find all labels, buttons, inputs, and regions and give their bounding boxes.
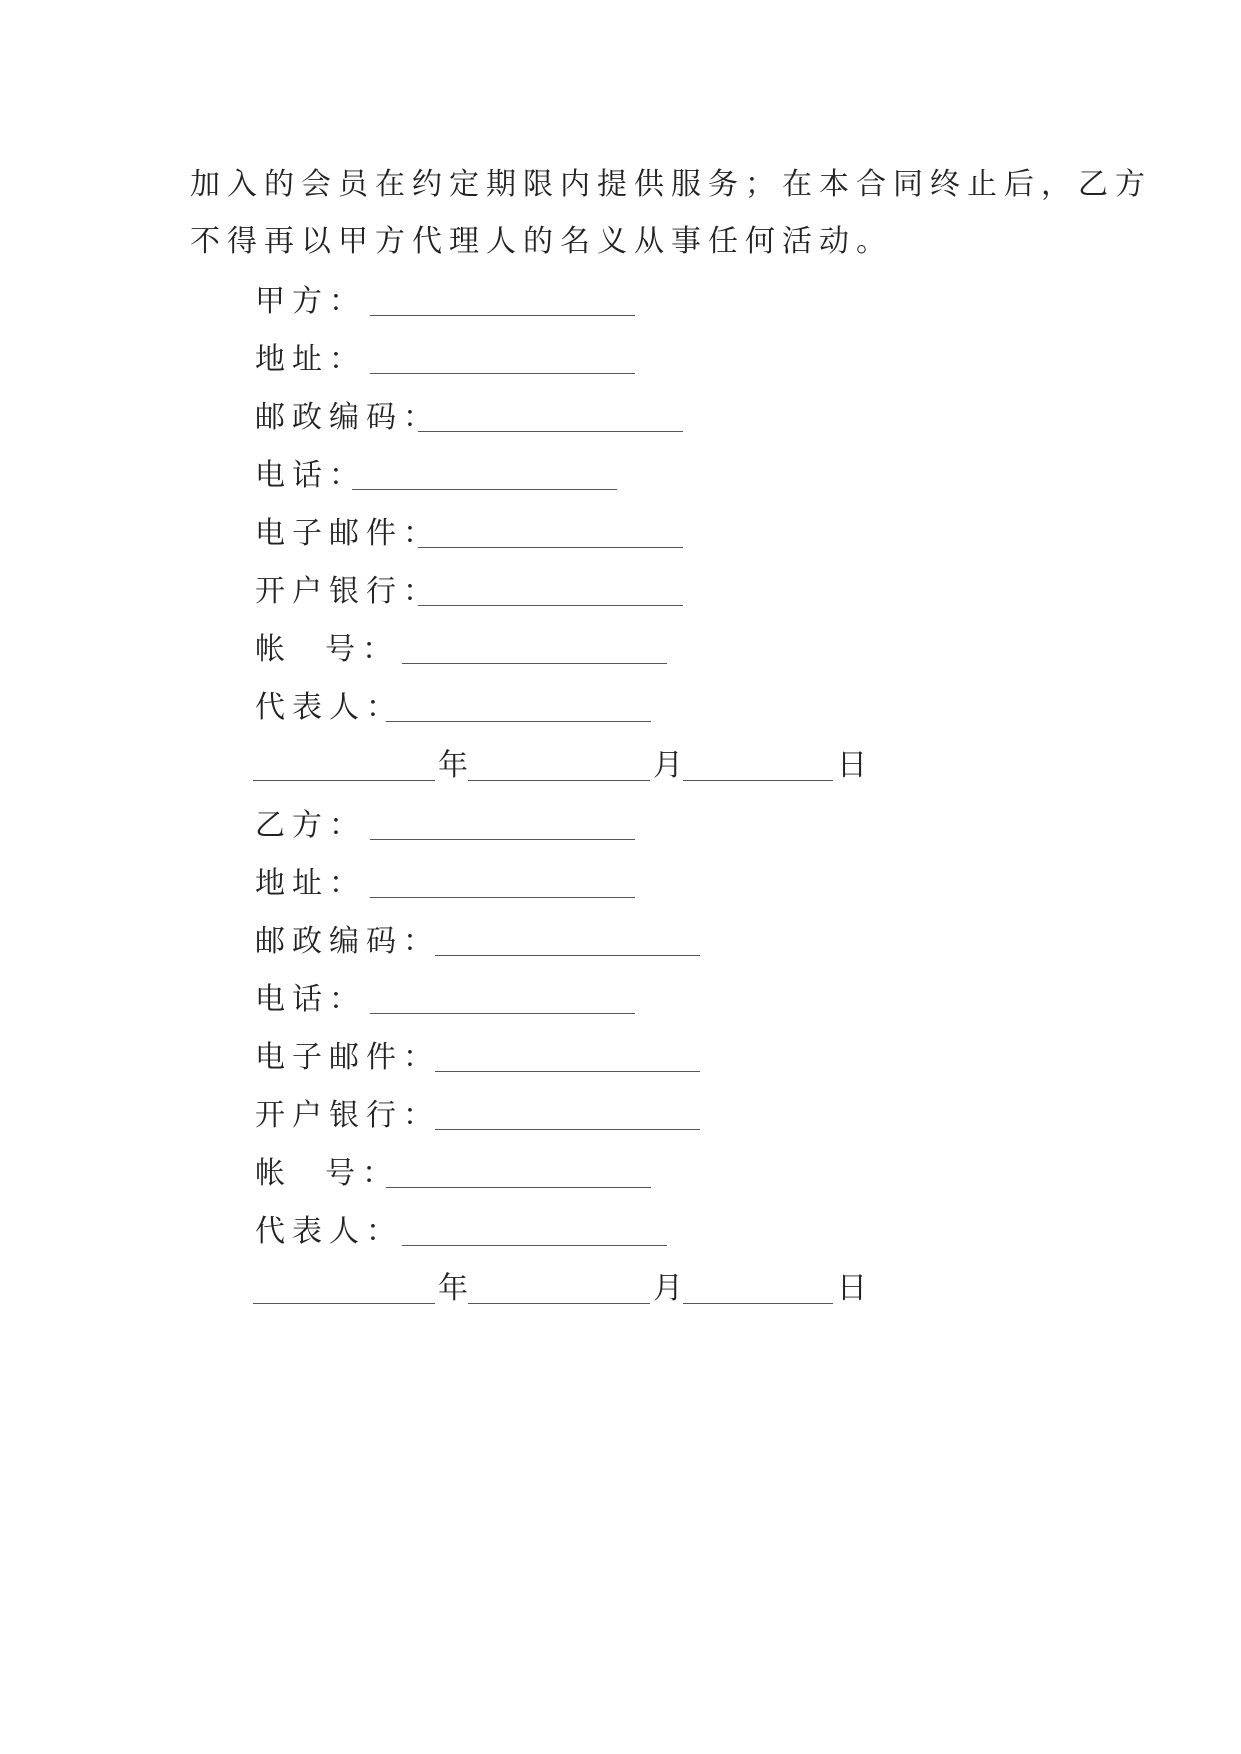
party-a-address-blank[interactable]: [370, 373, 635, 374]
party-b-bank-label: 开户银行：: [255, 1098, 440, 1133]
party-a-year-label: 年: [438, 748, 475, 783]
party-b-day-label: 日: [837, 1271, 874, 1306]
party-b-name-label: 乙方：: [255, 808, 366, 843]
party-b-day-blank[interactable]: [683, 1303, 833, 1304]
party-a-email-label: 电子邮件：: [255, 516, 440, 551]
party-b-address-blank[interactable]: [370, 897, 635, 898]
party-a-day-blank[interactable]: [683, 780, 833, 781]
party-a-address-label: 地址：: [255, 342, 366, 377]
party-a-bank-blank[interactable]: [418, 605, 683, 606]
party-b-address-label: 地址：: [255, 866, 366, 901]
paragraph-line-1: 加入的会员在约定期限内提供服务；在本合同终止后，乙方: [190, 167, 1152, 202]
party-a-postcode-label: 邮政编码：: [255, 400, 440, 435]
party-b-rep-label: 代表人：: [255, 1214, 403, 1249]
party-b-year-label: 年: [438, 1271, 475, 1306]
party-a-bank-label: 开户银行：: [255, 574, 440, 609]
party-b-phone-label: 电话：: [255, 982, 366, 1017]
party-b-bank-blank[interactable]: [435, 1129, 700, 1130]
party-a-account-label: 帐 号：: [255, 632, 400, 667]
party-b-phone-blank[interactable]: [370, 1013, 635, 1014]
party-a-postcode-blank[interactable]: [418, 431, 683, 432]
party-b-month-label: 月: [653, 1271, 690, 1306]
party-a-name-label: 甲方：: [255, 284, 366, 319]
party-b-month-blank[interactable]: [468, 1303, 650, 1304]
party-a-phone-label: 电话：: [255, 458, 366, 493]
party-b-year-blank[interactable]: [253, 1303, 435, 1304]
party-a-month-blank[interactable]: [468, 780, 650, 781]
party-b-account-blank[interactable]: [386, 1187, 651, 1188]
party-a-day-label: 日: [837, 748, 874, 783]
party-a-rep-blank[interactable]: [386, 721, 651, 722]
party-a-phone-blank[interactable]: [352, 489, 617, 490]
party-b-name-blank[interactable]: [370, 839, 635, 840]
party-a-email-blank[interactable]: [418, 547, 683, 548]
party-a-rep-label: 代表人：: [255, 690, 403, 725]
party-b-postcode-blank[interactable]: [435, 955, 700, 956]
party-a-year-blank[interactable]: [253, 780, 435, 781]
party-b-email-label: 电子邮件：: [255, 1040, 440, 1075]
party-b-account-label: 帐 号：: [255, 1156, 400, 1191]
party-a-account-blank[interactable]: [402, 663, 667, 664]
party-a-month-label: 月: [653, 748, 690, 783]
party-b-rep-blank[interactable]: [402, 1245, 667, 1246]
party-b-email-blank[interactable]: [435, 1071, 700, 1072]
party-a-name-blank[interactable]: [370, 315, 635, 316]
paragraph-line-2: 不得再以甲方代理人的名义从事任何活动。: [190, 224, 893, 259]
party-b-postcode-label: 邮政编码：: [255, 924, 440, 959]
